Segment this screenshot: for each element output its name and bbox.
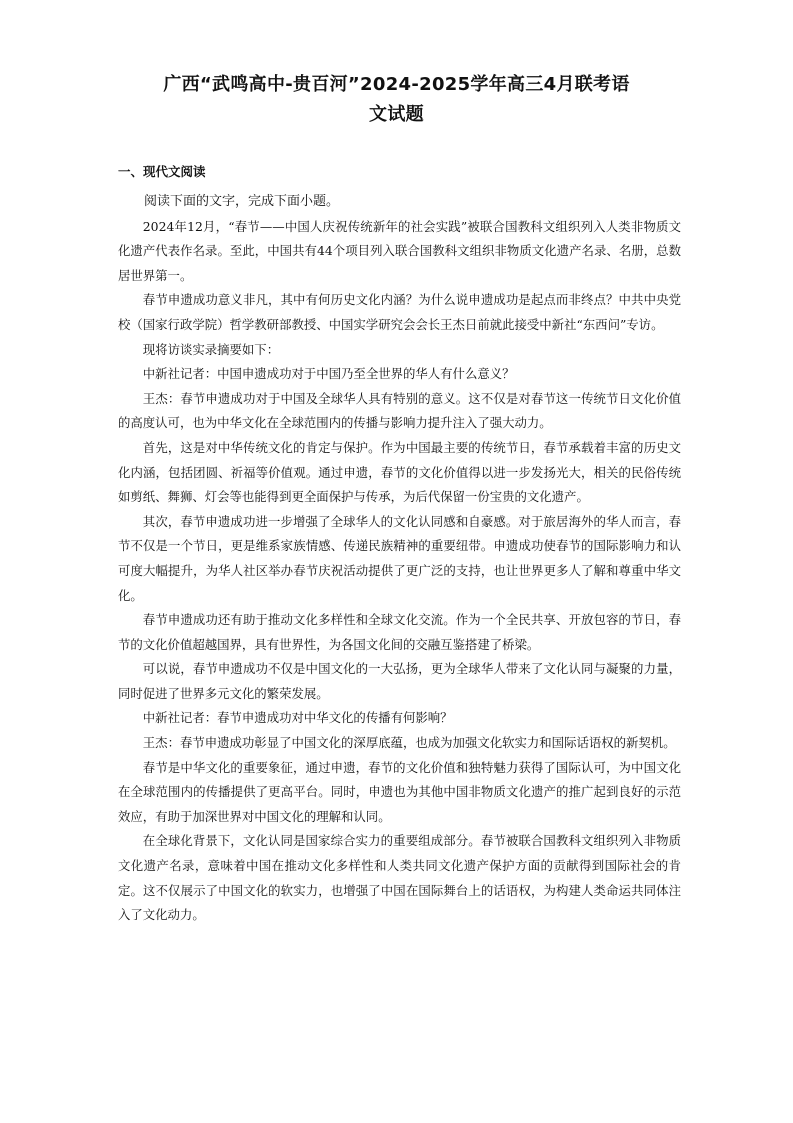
paragraph: 现将访谈实录摘要如下： bbox=[142, 341, 280, 357]
paragraph: 春节是中华文化的重要象征，通过申遗，春节的文化价值和独特魅力获得了国际认可，为中国文化在全球范围内的传播提供了更高平台。同时，申遗也为其他中国非物质文化遗产的推广起到良好的示范效应，有助于加深世界对中国文化的理解和认同。 bbox=[118, 759, 681, 824]
paragraph: 首先，这是对中华传统文化的肯定与保护。作为中国最主要的传统节日，春节承载着丰富的历史文化内涵，包括团圆、祈福等价值观。通过申遗，春节的文化价值得以进一步发扬光大，相关的民俗传统如剪纸、舞狮、灯会等也能得到更全面保护与传承，为后代保留一份宝贵的文化遗产。 bbox=[118, 439, 681, 505]
paragraph: 其次，春节申遗成功进一步增强了全球华人的文化认同感和自豪感。对于旅居海外的华人而言，春节不仅是一个节日，更是维系家族情感、传递民族精神的重要纽带。申遗成功使春节的国际影响力和认可度大幅提升，为华人社区举办春节庆祝活动提供了更广泛的支持，也让世界更多人了解和尊重中华文化。 bbox=[118, 513, 681, 603]
section-heading: 一、现代文阅读 bbox=[118, 164, 206, 179]
interview-answer: 王杰：春节申遗成功对于中国及全球华人具有特别的意义。这不仅是对春节这一传统节日文化价值的高度认可，也为中华文化在全球范围内的传播与影响力提升注入了强大动力。 bbox=[118, 390, 681, 431]
interview-question: 中新社记者：春节申遗成功对中华文化的传播有何影响？ bbox=[142, 710, 453, 726]
title-line-1: 广西“武鸣高中-贵百河”2024-2025学年高三4月联考语 bbox=[163, 74, 630, 95]
document-title bbox=[110, 70, 683, 130]
title-line-2: 文试题 bbox=[369, 104, 424, 125]
paragraph: 春节申遗成功意义非凡，其中有何历史文化内涵？为什么说申遗成功是起点而非终点？中共中央党校（国家行政学院）哲学教研部教授、中国实学研究会会长王杰日前就此接受中新社“东西问”专访。 bbox=[118, 292, 681, 332]
instruction-paragraph: 阅读下面的文字，完成下面小题。 bbox=[144, 194, 340, 209]
interview-question: 中新社记者：中国申遗成功对于中国乃至全世界的华人有什么意义？ bbox=[142, 366, 515, 382]
paragraph: 春节申遗成功还有助于推动文化多样性和全球文化交流。作为一个全民共享、开放包容的节日，春节的文化价值超越国界，具有世界性，为各国文化间的交融互鉴搭建了桥梁。 bbox=[118, 612, 681, 652]
paragraph: 可以说，春节申遗成功不仅是中国文化的一大弘扬，更为全球华人带来了文化认同与凝聚的力量，同时促进了世界多元文化的繁荣发展。 bbox=[118, 661, 681, 701]
article-body bbox=[118, 190, 681, 928]
interview-answer: 王杰：春节申遗成功彰显了中国文化的深厚底蕴，也成为加强文化软实力和国际话语权的新契机。 bbox=[142, 735, 676, 751]
paragraph: 在全球化背景下，文化认同是国家综合实力的重要组成部分。春节被联合国教科文组织列入非物质文化遗产名录，意味着中国在推动文化多样性和人类共同文化遗产保护方面的贡献得到国际社会的肯定。这不仅展示了中国文化的软实力，也增强了中国在国际舞台上的话语权，为构建人类命运共同体注入了文化动力。 bbox=[118, 833, 681, 923]
paragraph: 2024年12月，“春节——中国人庆祝传统新年的社会实践”被联合国教科文组织列入人类非物质文化遗产代表作名录。至此，中国共有44个项目列入联合国教科文组织非物质文化遗产名录、名册，总数居世界第一。 bbox=[118, 218, 681, 283]
